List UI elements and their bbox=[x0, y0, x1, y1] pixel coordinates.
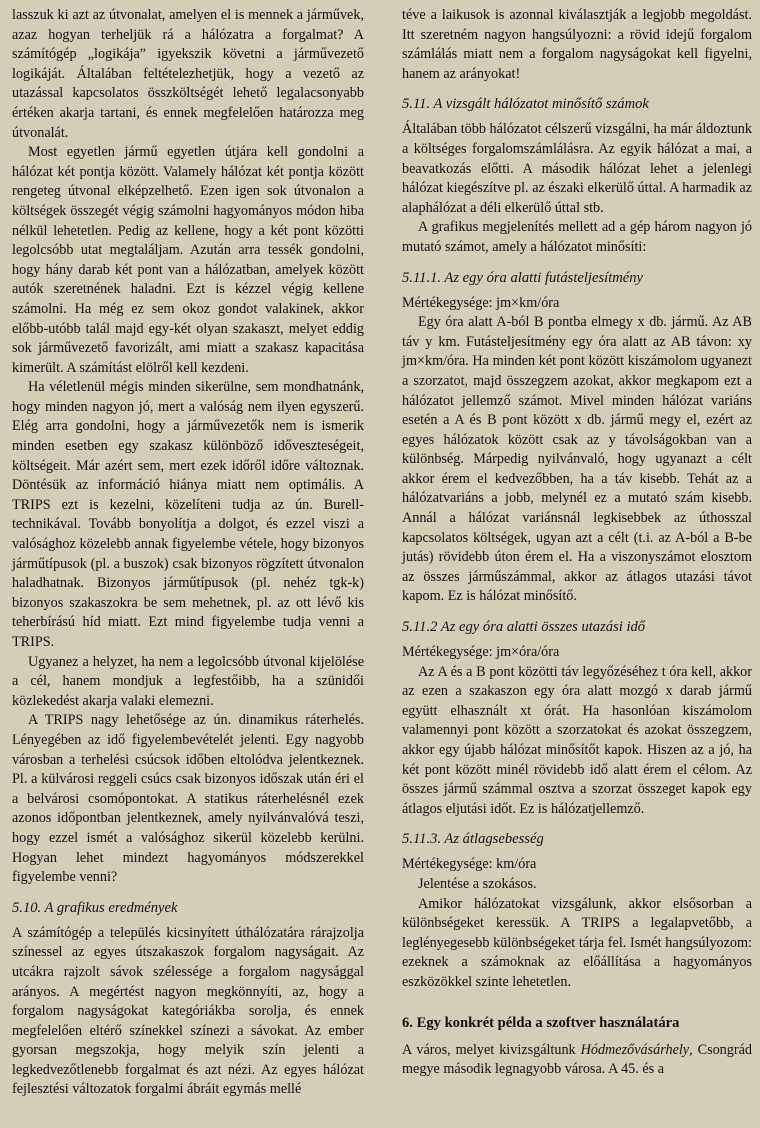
right-column bbox=[402, 6, 752, 1080]
paragraph bbox=[402, 1041, 752, 1080]
paragraph: Ugyanez a helyzet, ha nem a legolcsóbb útvonal kijelölése a cél, hanem mondjuk a legfestőibb, ha a szünidői közlekedést akarja valaki elemezni. bbox=[12, 653, 364, 709]
section-heading-5-11-1: 5.11.1. Az egy óra alatti futásteljesítmény bbox=[402, 269, 644, 286]
section-heading-5-11: 5.11. A vizsgált hálózatot minősítő számok bbox=[402, 96, 649, 113]
paragraph: Most egyetlen jármű egyetlen útjára kell gondolni a hálózat két pontja között. Valamely hálózat két pontja között rengeteg útvonal elképzelhető. Ezen igen sok útvonalon a költségek összegét végig számolni hagyományos módon hiba nélkül lehetetlen. Pedig az kellene, hogy a két pont közötti legolcsóbb utat megtaláljam. Azután arra tessék gondolni, hogy hány darab két pont van a hálózatban, amelyek között autók szeretnének haladni. Ezt is kézzel végig kellene számolni. Ha még ez sem okoz gondot valakinek, akkor előbb-utóbb talál majd egy-két olyan szakaszt, melyet eddig sok járművezető favorizált, ami miatt a szakasz kapacitása kimerült. A számítást elölről kell kezdeni. bbox=[12, 144, 364, 376]
paragraph: A TRIPS nagy lehetősége az ún. dinamikus ráterhelés. Lényegében az idő figyelembevételét jelenti. Egy nagyobb városban a terhelési csúcsok időben eltolódva jelentkeznek. Pl. a külvárosi reggeli csúcs csak bizonyos időszak után éri el a belvárosi csomópontokat. A statikus ráterhelésnél ezek azonos időpontban jelentkeznek, amely nyilvánvalóvá teszi, hogy ezzel ismét a valósághoz sikerül közelebb kerülni. Hogyan lehet mindezt hagyományos módszerekkel figyelembe venni? bbox=[12, 712, 364, 886]
unit-line: Mértékegysége: jm×óra/óra bbox=[402, 644, 560, 661]
paragraph: téve a laikusok is azonnal kiválasztják a legjobb megoldást. Itt szeretném nagyon hangsúlyozni: a rövid idejű forgalom számlálás miatt nem a forgalom nagyságokat kell figyelni, hanem az arányokat! bbox=[402, 7, 752, 82]
section-heading-5-11-3: 5.11.3. Az átlagsebesség bbox=[402, 831, 544, 848]
unit-line: Mértékegysége: km/óra bbox=[402, 856, 537, 873]
paragraph: Egy óra alatt A-ból B pontba elmegy x db. jármű. Az AB táv y km. Futásteljesítmény egy óra alatt az AB távon: xy jm×km/óra. Ha minden két pont között kiszámolom ugyanezt a szorzatot, majd összegzem azokat, akkor megkapom ezt a hálózatot jellemző számot. Mivel minden hálózat variáns esetén a A és B pont között x db. jármű megy el, ezért az egyes hálózatok között csak az y távolságokban van a különbség. Márpedig nyilvánvaló, hogy ugyanazt a célt akkor érem el kedvezőbben, ha a táv kisebb. Tehát az a hálózatvariáns a jobb, melynél ez a mutató szám kisebb. Annál a hálózat variánsnál legkisebbek az úthosszal kapcsolatos költségek, ugyan azt a célt (t.i. az A-ból a B-be jutás) rövidebb úton érem el. Ha a viszonyszámot elosztom az összes járműszámmal, akkor az átlagos utazási távot kapom. Ez is hálózat minősítő. bbox=[402, 314, 752, 605]
section-heading-5-10: 5.10. A grafikus eredmények bbox=[12, 899, 178, 916]
section-heading-6: 6. Egy konkrét példa a szoftver használatára bbox=[402, 1014, 680, 1031]
paragraph: Általában több hálózatot célszerű vizsgálni, ha már áldoztunk a költséges forgalomszámlálásra. Az egyik hálózat a mai, a beavatkozás előtti. A második hálózat lehet a jelenlegi hálózat kiegészítve pl. az északi elkerülő úttal. A harmadik az alaphálózat a déli elkerülő úttal stb. bbox=[402, 121, 752, 216]
text-span: , Csongrád megye második legnagyobb városa. A 45. és a bbox=[402, 1041, 752, 1078]
text-span: A város, melyet kivizsgáltunk bbox=[402, 1041, 581, 1058]
paragraph: A számítógép a település kicsinyített úthálózatára rárajzolja színessel az egyes útszakaszok forgalom nagyságait. Az utcákra rajzolt sávok szélessége a forgalom nagysággal arányos. A megértést nagyon megkönnyíti, az, hogy a forgalom nagyságokat kategóriákba sorolja, és ennek megfelelően eltérő színekkel színezi a sávokat. Az ember gyorsan megszokja, hogy melyik szín jelenti a legkedvezőtlenebb forgalmat és azt nézi. Az egyes hálózat fejlesztési változatok forgalmi ábráit egymás mellé bbox=[12, 924, 364, 1098]
city-name: Hódmezővásárhely bbox=[580, 1041, 690, 1058]
paragraph: Ha véletlenül mégis minden sikerülne, sem mondhatnánk, hogy minden nagyon jó, mert a valóság nem ilyen egyszerű. Elég arra gondolni, hogy a járművezetők nem is ismerik minden esetben egy szakasz különböző időveszteségeit, költségeit. Már azért sem, mert ezek időről időre változnak. Döntésük az információ hiánya miatt nem optimális. A TRIPS ezt is kezelni, közelíteni tudja az ún. Burell-technikával. Tovább bonyolítja a dolgot, és ezzel viszi a valósághoz közelebb annak figyelembe vétele, hogy bizonyos járműtípusok (pl. a buszok) csak bizonyos rögzített útvonalon haladhatnak. Bizonyos járműtípusok (pl. nehéz tgk-k) bizonyos szakaszokra be sem mehetnek, pl. az ott lévő kis teherbírású híd miatt. Ezt mind figyelembe tudja venni a TRIPS. bbox=[12, 379, 364, 650]
left-column bbox=[12, 6, 364, 1100]
unit-line: Mértékegysége: jm×km/óra bbox=[402, 294, 560, 311]
section-heading-5-11-2: 5.11.2 Az egy óra alatti összes utazási idő bbox=[402, 619, 646, 636]
paragraph: Az A és a B pont közötti táv legyőzéséhez t óra kell, akkor az ezen a szakaszon egy óra alatt mozgó x darab jármű együtt elhasznált xt órát. Ha hasonlóan kiszámolom valamennyi pont között a szorzatokat és azokat összegzem, akkor egy újabb hálózat minősítőt kapok. Hiszen az a jó, ha két pont között minél rövidebb idő alatt érem el célom. Az összes jármű számmal osztva a szorzat összeget kapok egy átlagos eljutási időt. Ez is hálózatjellemző. bbox=[402, 663, 752, 817]
paragraph: lasszuk ki azt az útvonalat, amelyen el is mennek a járművek, azaz hogyan terheljük rá a hálózatra a forgalmat? A számítógép „logikája” igyekszik követni a járművezető logikáját. Általában feltételezhetjük, hogy a vezető az utazással kapcsolatos összköltségét lehető legalacsonyabb értéken akarja tartani, és ennek megfelelően határozza meg útvonalát. bbox=[12, 7, 364, 141]
paragraph: Jelentése a szokásos. bbox=[418, 875, 537, 892]
paragraph: Amikor hálózatokat vizsgálunk, akkor elsősorban a különbségeket keressük. A TRIPS a legalapvetőbb, a leglényegesebb különbségeket tárja fel. Ismét hangsúlyozom: ezeknek a számoknak az előállítása a hagyományos eszközökkel szinte lehetetlen. bbox=[402, 895, 752, 990]
paragraph: A grafikus megjelenítés mellett ad a gép három nagyon jó mutató számot, amely a hálózatot minősíti: bbox=[402, 219, 752, 255]
